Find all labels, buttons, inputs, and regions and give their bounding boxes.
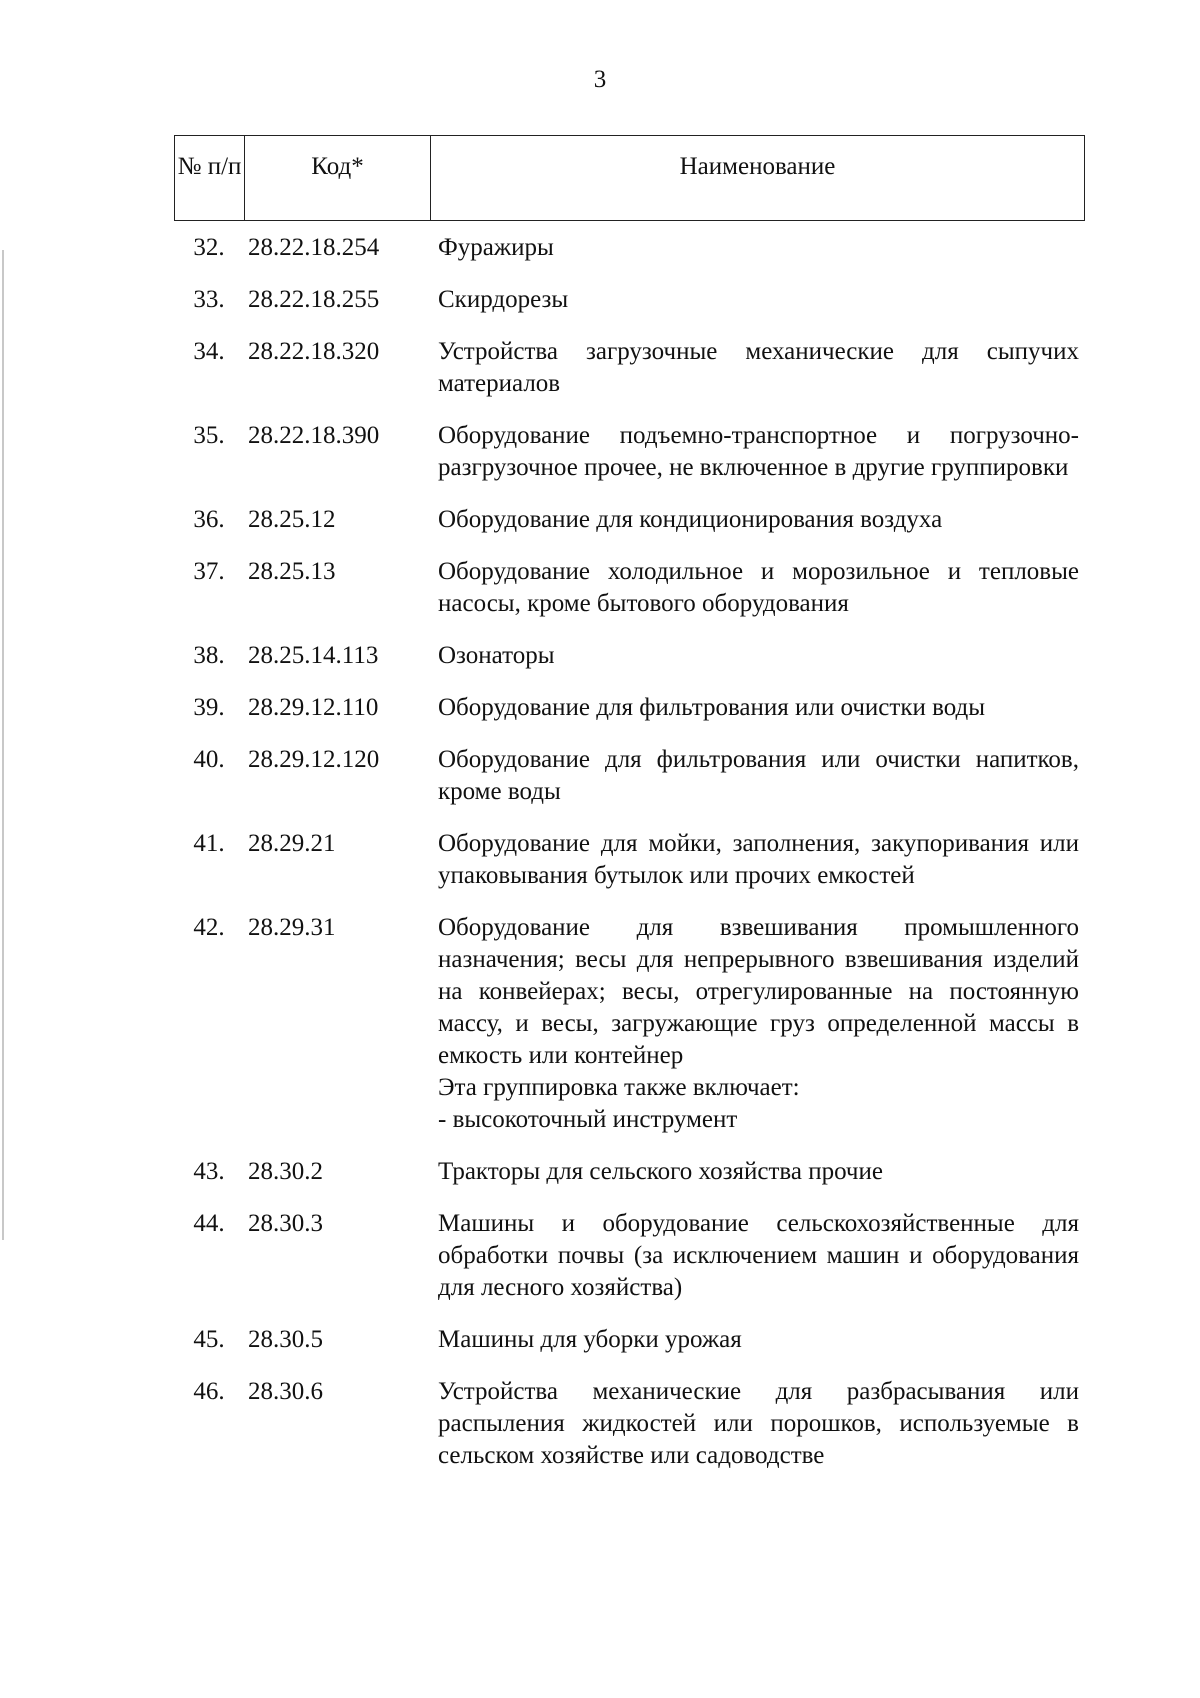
row-code: 28.30.2 [248, 1158, 323, 1185]
row-name-cell [430, 232, 1085, 264]
row-code: 28.22.18.255 [248, 286, 380, 313]
header-num: № п/п [175, 136, 245, 220]
table-row [174, 232, 1085, 264]
row-name-cell [430, 504, 1085, 536]
row-code: 28.29.21 [248, 830, 336, 857]
row-name: Машины для уборки урожая [438, 1326, 742, 1353]
table-row [174, 420, 1085, 484]
row-name: Устройства механические для разбрасывания или распыления жидкостей или порошков, используемые в сельском хозяйстве или садоводстве [438, 1378, 1079, 1469]
row-name: Фуражиры [438, 234, 554, 261]
row-name: Оборудование холодильное и морозильное и тепловые насосы, кроме бытового оборудования [438, 558, 1079, 617]
header-name: Наименование [679, 153, 836, 180]
row-name-cell [430, 336, 1085, 400]
table-row [174, 692, 1085, 724]
row-name-cell [430, 284, 1085, 316]
row-name: Оборудование для фильтрования или очистки напитков, кроме воды [438, 746, 1079, 805]
row-number: 40. [193, 746, 225, 773]
row-number: 39. [193, 694, 225, 721]
row-code: 28.30.3 [248, 1210, 323, 1237]
row-number: 46. [193, 1378, 225, 1405]
row-code: 28.30.6 [248, 1378, 323, 1405]
row-number: 42. [193, 914, 225, 941]
row-name: Оборудование для кондиционирования воздуха [438, 506, 943, 533]
row-name-cell [430, 556, 1085, 620]
row-code: 28.22.18.390 [248, 422, 380, 449]
table-row [174, 744, 1085, 808]
table-row [174, 1156, 1085, 1188]
row-name-note: Эта группировка также включает: [438, 1074, 800, 1101]
row-number: 37. [193, 558, 225, 585]
row-name-cell [430, 744, 1085, 808]
table-row [174, 504, 1085, 536]
row-name: Тракторы для сельского хозяйства прочие [438, 1158, 883, 1185]
table-header [174, 135, 1085, 221]
row-name-cell [430, 828, 1085, 892]
row-name: Оборудование для взвешивания промышленного назначения; весы для непрерывного взвешивания изделий на конвейерах; весы, отрегулированные на постоянную массу, и весы, загружающие груз определенной массы в емкость или контейнер [438, 914, 1079, 1069]
table-row [174, 1376, 1085, 1472]
row-code: 28.30.5 [248, 1326, 323, 1353]
table-row [174, 556, 1085, 620]
row-code: 28.22.18.254 [248, 234, 380, 261]
row-number: 44. [193, 1210, 225, 1237]
row-name: Оборудование для мойки, заполнения, закупоривания или упаковывания бутылок или прочих емкостей [438, 830, 1079, 889]
table-row [174, 1324, 1085, 1356]
page-number: 3 [593, 66, 607, 93]
row-name: Оборудование подъемно-транспортное и погрузочно-разгрузочное прочее, не включенное в другие группировки [438, 422, 1079, 481]
row-number: 36. [193, 506, 225, 533]
row-code: 28.22.18.320 [248, 338, 380, 365]
row-number: 33. [193, 286, 225, 313]
row-name: Устройства загрузочные механические для сыпучих материалов [438, 338, 1079, 397]
table-row [174, 828, 1085, 892]
row-name: Оборудование для фильтрования или очистки воды [438, 694, 986, 721]
row-code: 28.25.13 [248, 558, 336, 585]
row-number: 34. [193, 338, 225, 365]
row-name-cell [430, 1324, 1085, 1356]
row-name-note: - высокоточный инструмент [438, 1106, 738, 1133]
row-name: Скирдорезы [438, 286, 569, 313]
row-number: 43. [193, 1158, 225, 1185]
scan-edge-mark [2, 250, 4, 1240]
row-name: Озонаторы [438, 642, 555, 669]
row-name-cell [430, 1156, 1085, 1188]
row-code: 28.29.12.110 [248, 694, 379, 721]
row-name-cell [430, 1208, 1085, 1304]
row-name-cell [430, 1376, 1085, 1472]
table-row [174, 640, 1085, 672]
row-name: Машины и оборудование сельскохозяйственные для обработки почвы (за исключением машин и оборудования для лесного хозяйства) [438, 1210, 1079, 1301]
row-number: 32. [193, 234, 225, 261]
row-name-cell [430, 912, 1085, 1136]
table-row [174, 912, 1085, 1136]
row-code: 28.29.31 [248, 914, 336, 941]
row-number: 35. [193, 422, 225, 449]
header-code: Код* [245, 136, 431, 220]
row-name-cell [430, 420, 1085, 484]
row-code: 28.29.12.120 [248, 746, 380, 773]
row-name-cell [430, 640, 1085, 672]
row-number: 38. [193, 642, 225, 669]
row-code: 28.25.12 [248, 506, 336, 533]
table-row [174, 1208, 1085, 1304]
row-code: 28.25.14.113 [248, 642, 379, 669]
row-name-cell [430, 692, 1085, 724]
row-number: 45. [193, 1326, 225, 1353]
table-row [174, 284, 1085, 316]
row-number: 41. [193, 830, 225, 857]
table-body [174, 232, 1085, 1492]
table-row [174, 336, 1085, 400]
